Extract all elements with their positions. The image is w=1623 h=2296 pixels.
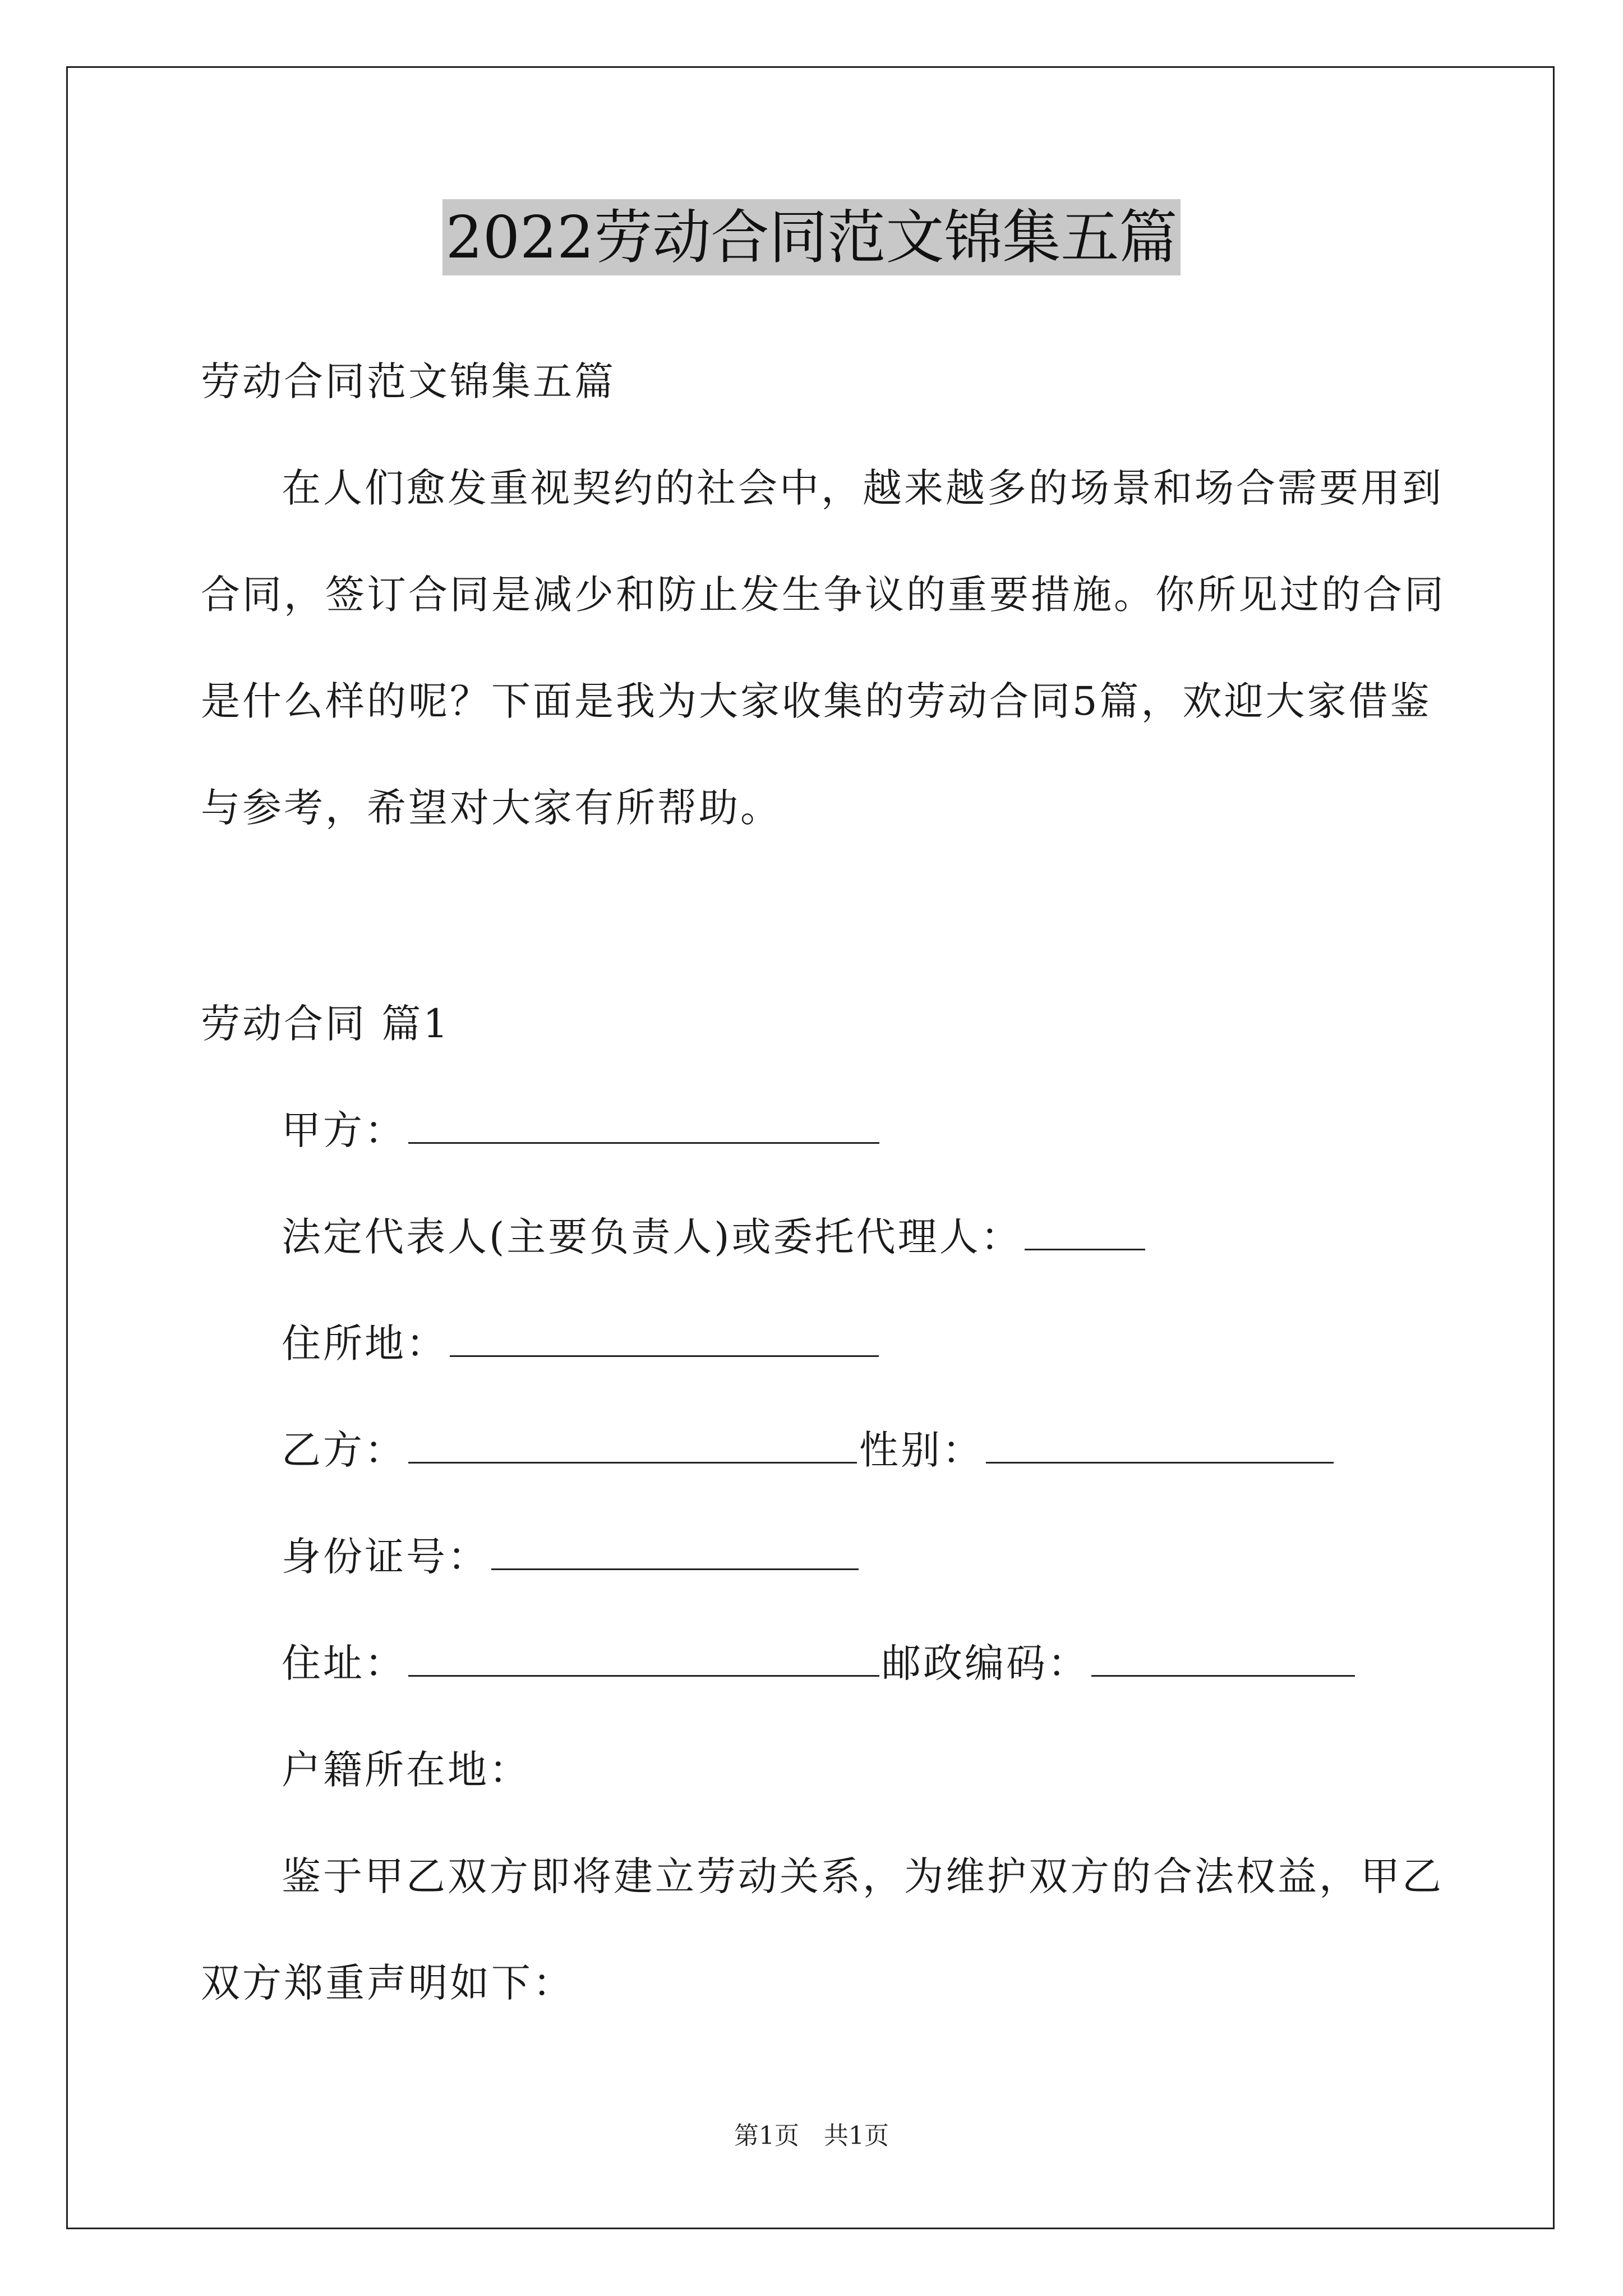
document-title: 2022劳动合同范文锦集五篇	[442, 199, 1181, 275]
postcode-blank[interactable]	[1091, 1640, 1355, 1677]
intro-line-3: 是什么样的呢？下面是我为大家收集的劳动合同5篇，欢迎大家借鉴	[201, 678, 1432, 724]
party-b-label: 乙方：	[282, 1427, 406, 1473]
party-a-label: 甲方：	[282, 1107, 406, 1153]
address-b-label: 住址：	[282, 1640, 406, 1686]
address-a-label: 住所地：	[282, 1320, 448, 1366]
intro-line-2: 合同，签订合同是减少和防止发生争议的重要措施。你所见过的合同	[201, 572, 1446, 618]
party-a-blank[interactable]	[408, 1107, 879, 1144]
field-legal-rep	[282, 1212, 1147, 1262]
legal-rep-blank[interactable]	[1025, 1214, 1145, 1250]
document-subtitle: 劳动合同范文锦集五篇	[201, 358, 616, 404]
declaration-line-1: 鉴于甲乙双方即将建立劳动关系，为维护双方的合法权益，甲乙	[282, 1853, 1444, 1899]
field-id-number	[282, 1531, 861, 1582]
address-b-blank[interactable]	[408, 1640, 879, 1677]
id-number-blank[interactable]	[491, 1534, 859, 1570]
field-party-b	[282, 1425, 1336, 1475]
legal-rep-label: 法定代表人(主要负责人)或委托代理人：	[282, 1214, 1022, 1260]
gender-blank[interactable]	[986, 1427, 1334, 1464]
address-a-blank[interactable]	[450, 1320, 879, 1357]
party-b-blank[interactable]	[408, 1427, 857, 1464]
declaration-line-2: 双方郑重声明如下：	[201, 1960, 574, 2006]
field-household: 户籍所在地：	[282, 1747, 531, 1793]
id-number-label: 身份证号：	[282, 1534, 489, 1580]
postcode-label: 邮政编码：	[882, 1640, 1089, 1686]
intro-line-1: 在人们愈发重视契约的社会中，越来越多的场景和场合需要用到	[282, 465, 1444, 511]
field-address-a	[282, 1318, 881, 1369]
field-party-a	[282, 1105, 882, 1156]
intro-line-4: 与参考，希望对大家有所帮助。	[201, 785, 782, 831]
gender-label: 性别：	[859, 1427, 984, 1473]
field-address-b	[282, 1638, 1357, 1688]
section-heading: 劳动合同 篇1	[201, 1001, 450, 1047]
page-footer: 第1页 共1页	[734, 2122, 889, 2150]
title-container	[0, 199, 1623, 275]
